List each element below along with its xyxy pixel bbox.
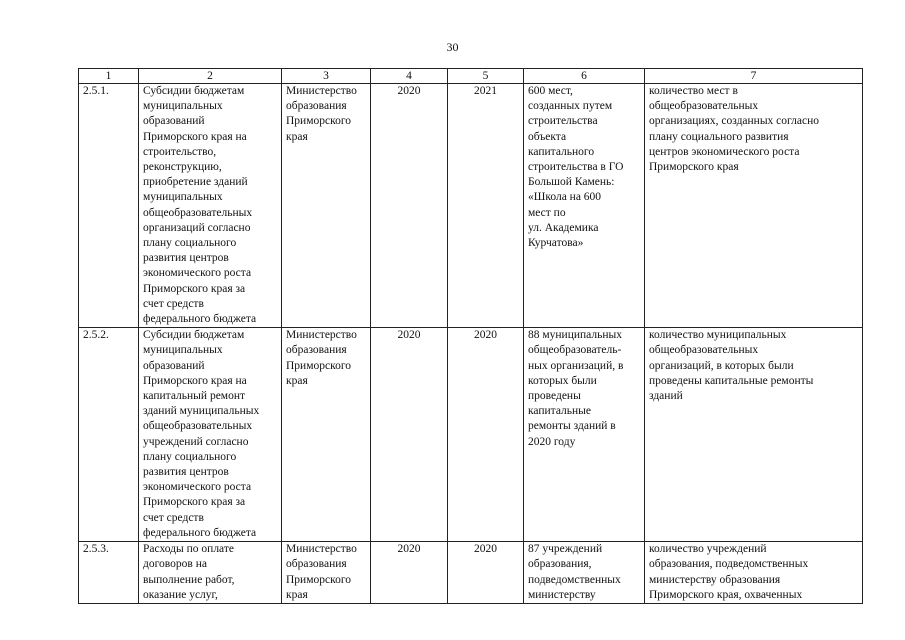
executor: Министерство образования Приморского края [282,84,371,328]
row-number: 2.5.3. [79,542,139,604]
program-activities-table [78,68,863,604]
table-row [79,542,863,604]
column-header: 1 [79,69,139,84]
expected-result: 600 мест, созданных путем строительства объекта капитального строительства в ГО Большой Камень: «Школа на 600 мест по ул. Академика Курчатова» [524,84,645,328]
end-year: 2020 [448,328,524,542]
table-row [79,84,863,328]
column-header: 4 [371,69,448,84]
indicator: количество муниципальных общеобразовательных организаций, в которых были проведены капитальные ремонты зданий [645,328,863,542]
start-year: 2020 [371,84,448,328]
header-row [79,69,863,84]
column-header: 7 [645,69,863,84]
activity-name: Субсидии бюджетам муниципальных образований Приморского края на строительство, реконструкцию, приобретение зданий муниципальных общеобразовательных организаций согласно плану социального развития центров экономического роста Приморского края за счет средств федерального бюджета [139,84,282,328]
activity-name: Расходы по оплате договоров на выполнение работ, оказание услуг, [139,542,282,604]
expected-result: 87 учреждений образования, подведомственных министерству [524,542,645,604]
start-year: 2020 [371,328,448,542]
activity-name: Субсидии бюджетам муниципальных образований Приморского края на капитальный ремонт зданий муниципальных общеобразовательных учреждений согласно плану социального развития центров экономического роста Приморского края за счет средств федерального бюджета [139,328,282,542]
indicator: количество учреждений образования, подведомственных министерству образования Приморского края, охваченных [645,542,863,604]
column-header: 6 [524,69,645,84]
page-number: 30 [446,40,459,54]
indicator: количество мест в общеобразовательных организациях, созданных согласно плану социального развития центров экономического роста Приморского края [645,84,863,328]
row-number: 2.5.1. [79,84,139,328]
column-header: 5 [448,69,524,84]
executor: Министерство образования Приморского края [282,542,371,604]
executor: Министерство образования Приморского края [282,328,371,542]
column-header: 3 [282,69,371,84]
table-row [79,328,863,542]
end-year: 2020 [448,542,524,604]
start-year: 2020 [371,542,448,604]
row-number: 2.5.2. [79,328,139,542]
expected-result: 88 муниципальных общеобразователь- ных организаций, в которых были проведены капитальные ремонты зданий в 2020 году [524,328,645,542]
end-year: 2021 [448,84,524,328]
column-header: 2 [139,69,282,84]
